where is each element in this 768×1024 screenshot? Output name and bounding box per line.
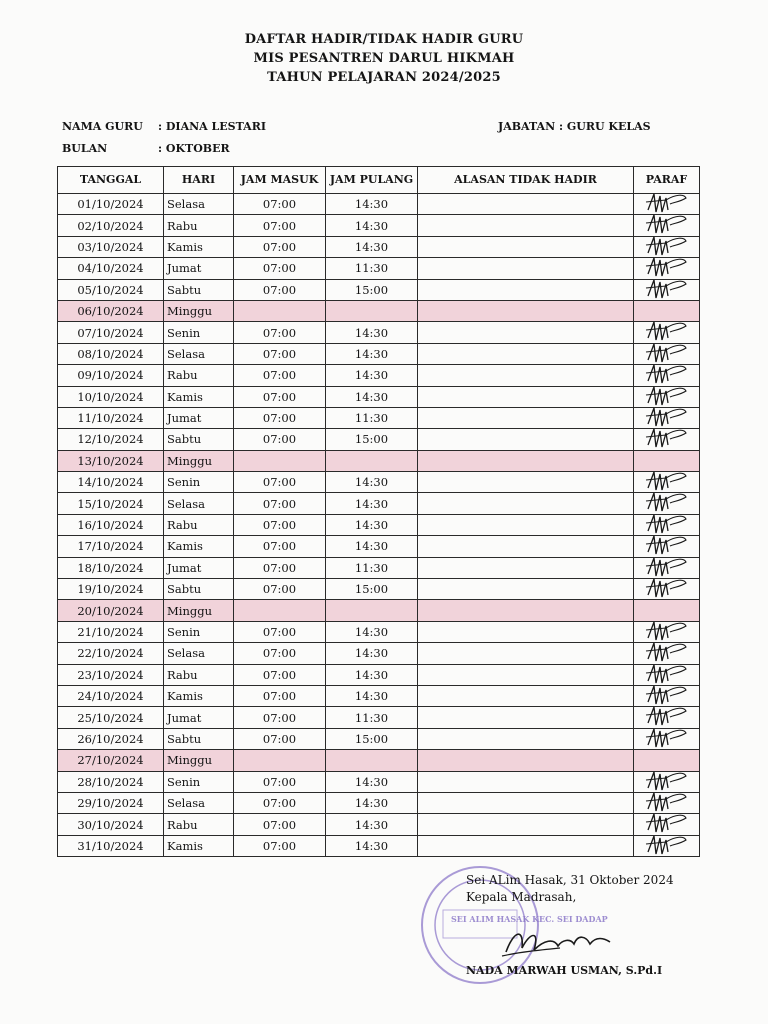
date-cell: 19/10/2024 bbox=[58, 579, 164, 600]
absence-reason-cell bbox=[418, 835, 634, 856]
table-row bbox=[58, 472, 700, 493]
date-cell: 28/10/2024 bbox=[58, 771, 164, 792]
date-cell: 20/10/2024 bbox=[58, 600, 164, 621]
time-in-cell: 07:00 bbox=[234, 728, 326, 749]
day-cell: Kamis bbox=[164, 536, 234, 557]
time-in-cell: 07:00 bbox=[234, 707, 326, 728]
paraf-cell bbox=[634, 835, 700, 856]
time-in-cell: 07:00 bbox=[234, 493, 326, 514]
signer-name: NADA MARWAH USMAN, S.Pd.I bbox=[466, 964, 663, 977]
name-label: NAMA GURU bbox=[62, 120, 143, 133]
time-out-cell: 14:30 bbox=[326, 664, 418, 685]
absence-reason-cell bbox=[418, 792, 634, 813]
day-cell: Kamis bbox=[164, 386, 234, 407]
time-out-cell: 14:30 bbox=[326, 343, 418, 364]
date-cell: 12/10/2024 bbox=[58, 429, 164, 450]
position-info bbox=[498, 116, 651, 138]
day-cell: Rabu bbox=[164, 215, 234, 236]
date-cell: 15/10/2024 bbox=[58, 493, 164, 514]
day-cell: Minggu bbox=[164, 750, 234, 771]
table-row bbox=[58, 258, 700, 279]
time-out-cell: 14:30 bbox=[326, 322, 418, 343]
time-in-cell: 07:00 bbox=[234, 194, 326, 215]
table-row bbox=[58, 643, 700, 664]
time-in-cell: 07:00 bbox=[234, 215, 326, 236]
date-cell: 11/10/2024 bbox=[58, 407, 164, 428]
date-cell: 27/10/2024 bbox=[58, 750, 164, 771]
time-out-cell: 14:30 bbox=[326, 771, 418, 792]
absence-reason-cell bbox=[418, 215, 634, 236]
col-header-paraf: PARAF bbox=[634, 167, 700, 194]
paraf-cell bbox=[634, 728, 700, 749]
time-out-cell: 14:30 bbox=[326, 215, 418, 236]
time-out-cell: 14:30 bbox=[326, 365, 418, 386]
table-row bbox=[58, 685, 700, 706]
time-out-cell: 11:30 bbox=[326, 557, 418, 578]
time-in-cell: 07:00 bbox=[234, 322, 326, 343]
table-row bbox=[58, 493, 700, 514]
absence-reason-cell bbox=[418, 429, 634, 450]
time-out-cell bbox=[326, 600, 418, 621]
absence-reason-cell bbox=[418, 643, 634, 664]
time-in-cell bbox=[234, 450, 326, 471]
table-row bbox=[58, 750, 700, 771]
absence-reason-cell bbox=[418, 300, 634, 321]
table-row bbox=[58, 514, 700, 535]
table-row bbox=[58, 664, 700, 685]
day-cell: Selasa bbox=[164, 194, 234, 215]
day-cell: Selasa bbox=[164, 792, 234, 813]
date-cell: 23/10/2024 bbox=[58, 664, 164, 685]
time-in-cell: 07:00 bbox=[234, 407, 326, 428]
day-cell: Senin bbox=[164, 621, 234, 642]
date-cell: 25/10/2024 bbox=[58, 707, 164, 728]
time-out-cell bbox=[326, 450, 418, 471]
day-cell: Senin bbox=[164, 322, 234, 343]
time-in-cell: 07:00 bbox=[234, 386, 326, 407]
time-out-cell: 11:30 bbox=[326, 258, 418, 279]
day-cell: Sabtu bbox=[164, 728, 234, 749]
date-cell: 05/10/2024 bbox=[58, 279, 164, 300]
time-in-cell bbox=[234, 750, 326, 771]
date-cell: 03/10/2024 bbox=[58, 236, 164, 257]
attendance-table bbox=[57, 166, 700, 857]
time-out-cell bbox=[326, 750, 418, 771]
day-cell: Selasa bbox=[164, 343, 234, 364]
table-row bbox=[58, 621, 700, 642]
paraf-cell bbox=[634, 579, 700, 600]
principal-signature bbox=[500, 922, 620, 962]
stamp-text: SEI ALIM HASAK KEC. SEI DADAP bbox=[451, 914, 608, 924]
col-header-absence-reason: ALASAN TIDAK HADIR bbox=[418, 167, 634, 194]
day-cell: Jumat bbox=[164, 557, 234, 578]
date-cell: 24/10/2024 bbox=[58, 685, 164, 706]
table-row bbox=[58, 407, 700, 428]
date-cell: 30/10/2024 bbox=[58, 814, 164, 835]
day-cell: Rabu bbox=[164, 365, 234, 386]
time-out-cell: 14:30 bbox=[326, 536, 418, 557]
table-row bbox=[58, 579, 700, 600]
time-out-cell: 15:00 bbox=[326, 579, 418, 600]
month-label: BULAN bbox=[62, 142, 108, 155]
absence-reason-cell bbox=[418, 579, 634, 600]
time-out-cell: 14:30 bbox=[326, 514, 418, 535]
table-row bbox=[58, 215, 700, 236]
time-out-cell: 15:00 bbox=[326, 429, 418, 450]
date-cell: 29/10/2024 bbox=[58, 792, 164, 813]
table-row bbox=[58, 365, 700, 386]
table-row bbox=[58, 279, 700, 300]
col-header-day: HARI bbox=[164, 167, 234, 194]
time-in-cell: 07:00 bbox=[234, 557, 326, 578]
absence-reason-cell bbox=[418, 536, 634, 557]
time-out-cell: 14:30 bbox=[326, 643, 418, 664]
paraf-signature bbox=[644, 725, 690, 751]
time-out-cell: 14:30 bbox=[326, 236, 418, 257]
day-cell: Sabtu bbox=[164, 279, 234, 300]
day-cell: Senin bbox=[164, 472, 234, 493]
paraf-signature bbox=[644, 575, 690, 601]
time-in-cell: 07:00 bbox=[234, 643, 326, 664]
day-cell: Sabtu bbox=[164, 429, 234, 450]
day-cell: Rabu bbox=[164, 814, 234, 835]
absence-reason-cell bbox=[418, 664, 634, 685]
day-cell: Minggu bbox=[164, 300, 234, 321]
table-row bbox=[58, 814, 700, 835]
absence-reason-cell bbox=[418, 279, 634, 300]
date-cell: 06/10/2024 bbox=[58, 300, 164, 321]
time-in-cell: 07:00 bbox=[234, 814, 326, 835]
document-header bbox=[0, 30, 768, 87]
col-header-time-in: JAM MASUK bbox=[234, 167, 326, 194]
col-header-date: TANGGAL bbox=[58, 167, 164, 194]
place-date: Sei ALim Hasak, 31 Oktober 2024 bbox=[466, 873, 674, 887]
table-row bbox=[58, 194, 700, 215]
time-in-cell: 07:00 bbox=[234, 621, 326, 642]
time-in-cell bbox=[234, 600, 326, 621]
time-out-cell: 14:30 bbox=[326, 814, 418, 835]
date-cell: 10/10/2024 bbox=[58, 386, 164, 407]
time-in-cell: 07:00 bbox=[234, 536, 326, 557]
date-cell: 26/10/2024 bbox=[58, 728, 164, 749]
absence-reason-cell bbox=[418, 707, 634, 728]
absence-reason-cell bbox=[418, 728, 634, 749]
day-cell: Minggu bbox=[164, 600, 234, 621]
day-cell: Rabu bbox=[164, 664, 234, 685]
col-header-time-out: JAM PULANG bbox=[326, 167, 418, 194]
absence-reason-cell bbox=[418, 600, 634, 621]
absence-reason-cell bbox=[418, 814, 634, 835]
date-cell: 21/10/2024 bbox=[58, 621, 164, 642]
absence-reason-cell bbox=[418, 386, 634, 407]
time-in-cell: 07:00 bbox=[234, 279, 326, 300]
time-in-cell: 07:00 bbox=[234, 343, 326, 364]
absence-reason-cell bbox=[418, 407, 634, 428]
date-cell: 13/10/2024 bbox=[58, 450, 164, 471]
time-out-cell: 15:00 bbox=[326, 728, 418, 749]
academic-year: TAHUN PELAJARAN 2024/2025 bbox=[267, 70, 501, 85]
absence-reason-cell bbox=[418, 685, 634, 706]
name-value: : DIANA LESTARI bbox=[158, 120, 266, 133]
table-row bbox=[58, 835, 700, 856]
school-name: MIS PESANTREN DARUL HIKMAH bbox=[253, 51, 515, 66]
time-in-cell: 07:00 bbox=[234, 258, 326, 279]
absence-reason-cell bbox=[418, 472, 634, 493]
absence-reason-cell bbox=[418, 194, 634, 215]
date-cell: 17/10/2024 bbox=[58, 536, 164, 557]
date-cell: 09/10/2024 bbox=[58, 365, 164, 386]
paraf-signature bbox=[644, 832, 690, 858]
date-cell: 18/10/2024 bbox=[58, 557, 164, 578]
paraf-cell bbox=[634, 279, 700, 300]
signer-role: Kepala Madrasah, bbox=[466, 890, 577, 904]
table-row bbox=[58, 771, 700, 792]
day-cell: Jumat bbox=[164, 407, 234, 428]
time-in-cell: 07:00 bbox=[234, 579, 326, 600]
time-out-cell: 11:30 bbox=[326, 707, 418, 728]
absence-reason-cell bbox=[418, 557, 634, 578]
time-out-cell: 14:30 bbox=[326, 493, 418, 514]
time-out-cell: 14:30 bbox=[326, 194, 418, 215]
time-in-cell: 07:00 bbox=[234, 472, 326, 493]
absence-reason-cell bbox=[418, 365, 634, 386]
table-row bbox=[58, 300, 700, 321]
time-in-cell: 07:00 bbox=[234, 792, 326, 813]
time-in-cell: 07:00 bbox=[234, 429, 326, 450]
signature-block bbox=[466, 872, 674, 906]
time-out-cell: 11:30 bbox=[326, 407, 418, 428]
table-row bbox=[58, 557, 700, 578]
time-out-cell: 14:30 bbox=[326, 621, 418, 642]
date-cell: 04/10/2024 bbox=[58, 258, 164, 279]
time-out-cell: 14:30 bbox=[326, 472, 418, 493]
table-row bbox=[58, 536, 700, 557]
time-out-cell bbox=[326, 300, 418, 321]
table-row bbox=[58, 343, 700, 364]
day-cell: Selasa bbox=[164, 493, 234, 514]
table-row bbox=[58, 707, 700, 728]
absence-reason-cell bbox=[418, 322, 634, 343]
day-cell: Selasa bbox=[164, 643, 234, 664]
paraf-cell bbox=[634, 429, 700, 450]
table-row bbox=[58, 600, 700, 621]
absence-reason-cell bbox=[418, 258, 634, 279]
date-cell: 08/10/2024 bbox=[58, 343, 164, 364]
time-in-cell: 07:00 bbox=[234, 365, 326, 386]
date-cell: 22/10/2024 bbox=[58, 643, 164, 664]
table-row bbox=[58, 450, 700, 471]
date-cell: 14/10/2024 bbox=[58, 472, 164, 493]
day-cell: Minggu bbox=[164, 450, 234, 471]
day-cell: Rabu bbox=[164, 514, 234, 535]
table-row bbox=[58, 386, 700, 407]
time-in-cell: 07:00 bbox=[234, 771, 326, 792]
paraf-signature bbox=[644, 425, 690, 451]
date-cell: 02/10/2024 bbox=[58, 215, 164, 236]
absence-reason-cell bbox=[418, 621, 634, 642]
day-cell: Sabtu bbox=[164, 579, 234, 600]
time-in-cell: 07:00 bbox=[234, 664, 326, 685]
time-in-cell: 07:00 bbox=[234, 514, 326, 535]
absence-reason-cell bbox=[418, 236, 634, 257]
absence-reason-cell bbox=[418, 514, 634, 535]
table-header-row bbox=[58, 167, 700, 194]
day-cell: Kamis bbox=[164, 835, 234, 856]
absence-reason-cell bbox=[418, 450, 634, 471]
date-cell: 16/10/2024 bbox=[58, 514, 164, 535]
month-value: : OKTOBER bbox=[158, 142, 230, 155]
absence-reason-cell bbox=[418, 750, 634, 771]
table-row bbox=[58, 728, 700, 749]
paraf-signature bbox=[644, 276, 690, 302]
absence-reason-cell bbox=[418, 343, 634, 364]
time-out-cell: 15:00 bbox=[326, 279, 418, 300]
date-cell: 01/10/2024 bbox=[58, 194, 164, 215]
day-cell: Jumat bbox=[164, 258, 234, 279]
time-out-cell: 14:30 bbox=[326, 835, 418, 856]
time-in-cell: 07:00 bbox=[234, 835, 326, 856]
day-cell: Jumat bbox=[164, 707, 234, 728]
day-cell: Kamis bbox=[164, 685, 234, 706]
absence-reason-cell bbox=[418, 493, 634, 514]
table-row bbox=[58, 429, 700, 450]
document-title: DAFTAR HADIR/TIDAK HADIR GURU bbox=[244, 32, 524, 47]
table-row bbox=[58, 236, 700, 257]
attendance-rows bbox=[58, 194, 700, 857]
date-cell: 31/10/2024 bbox=[58, 835, 164, 856]
time-out-cell: 14:30 bbox=[326, 792, 418, 813]
table-row bbox=[58, 322, 700, 343]
table-row bbox=[58, 792, 700, 813]
teacher-info bbox=[62, 116, 266, 160]
date-cell: 07/10/2024 bbox=[58, 322, 164, 343]
time-in-cell bbox=[234, 300, 326, 321]
position-value: JABATAN : GURU KELAS bbox=[498, 120, 651, 133]
time-in-cell: 07:00 bbox=[234, 236, 326, 257]
absence-reason-cell bbox=[418, 771, 634, 792]
day-cell: Senin bbox=[164, 771, 234, 792]
time-in-cell: 07:00 bbox=[234, 685, 326, 706]
time-out-cell: 14:30 bbox=[326, 685, 418, 706]
day-cell: Kamis bbox=[164, 236, 234, 257]
time-out-cell: 14:30 bbox=[326, 386, 418, 407]
